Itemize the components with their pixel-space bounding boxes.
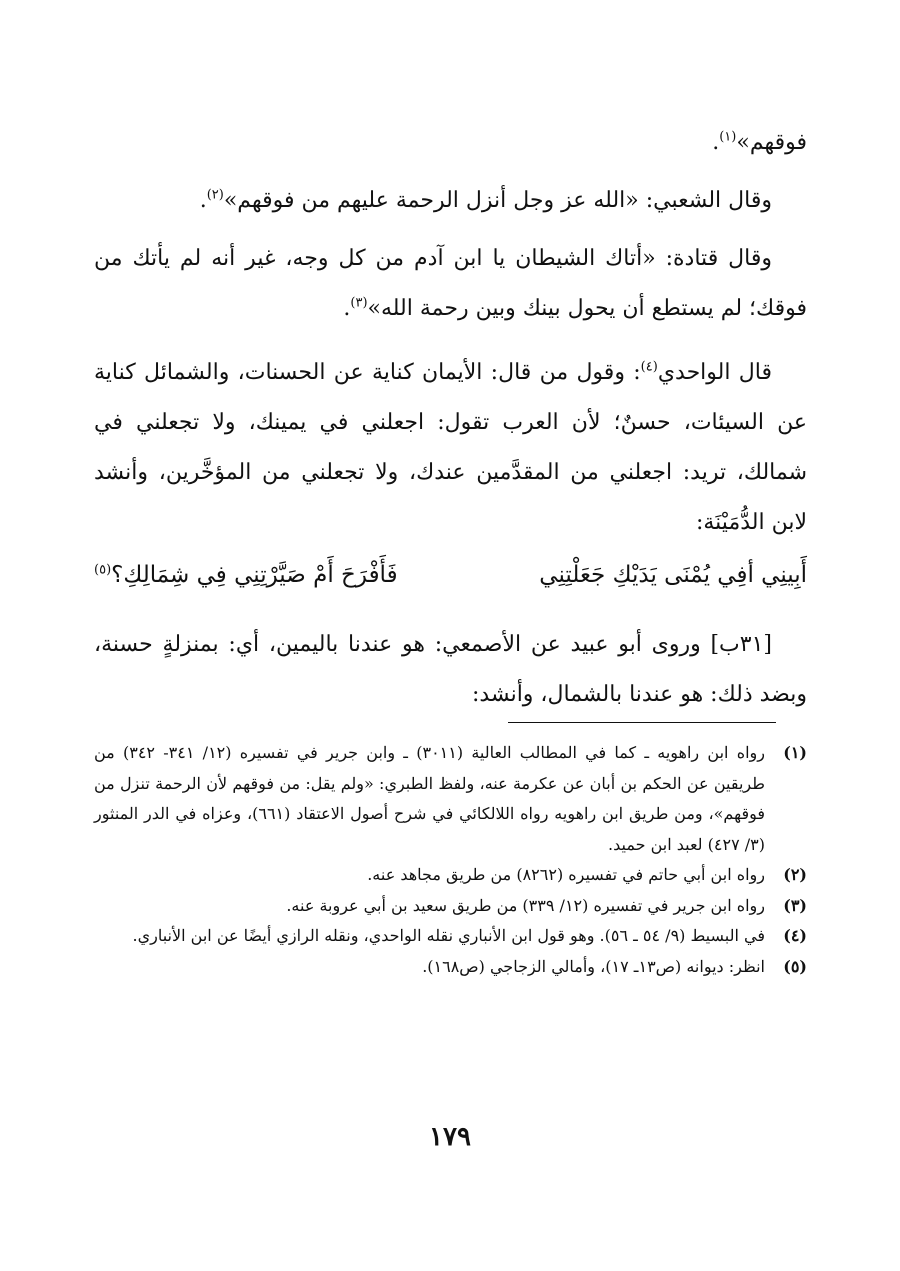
sentence-end: . bbox=[343, 296, 351, 321]
footnote-text: في البسيط (٩/ ٥٤ ـ ٥٦). وهو قول ابن الأنباري نقله الواحدي، ونقله الرازي أيضًا عن ابن الأنباري. bbox=[132, 926, 765, 945]
footnote-text: رواه ابن جرير في تفسيره (١٢/ ٣٣٩) من طريق سعيد بن أبي عروبة عنه. bbox=[286, 895, 765, 915]
sentence-end: . bbox=[712, 130, 720, 155]
footnote-number: (١) bbox=[783, 743, 807, 762]
footnotes bbox=[94, 738, 807, 982]
footnote-ref: (٥) bbox=[94, 562, 112, 578]
footnote-ref: (٣) bbox=[350, 295, 368, 311]
footnote-text: رواه ابن أبي حاتم في تفسيره (٨٢٦٢) من طريق مجاهد عنه. bbox=[367, 865, 765, 884]
paragraph-text: فوقهم» bbox=[736, 130, 807, 155]
footnote-text: رواه ابن راهويه ـ كما في المطالب العالية (٣٠١١) ـ وابن جرير في تفسيره (١٢/ ٣٤١- ٣٤٢) من طريقين عن الحكم بن أبان عن عكرمة عنه، ولفظ الطبري: «ولم يقل: من فوقهم لأن الرحمة تنزل من فوقهم»، ومن طريق ابن راهويه رواه اللالكائي في شرح أصول الاعتقاد (٦٦١)، وعزاه في الدر المنثور (٣/ ٤٢٧) لعبد ابن حميد. bbox=[94, 743, 766, 854]
paragraph-text: وقال الشعبي: «الله عز وجل أنزل الرحمة عليهم من فوقهم» bbox=[223, 188, 772, 213]
paragraph-text: : وقول من قال: الأيمان كناية عن الحسنات، والشمائل كناية عن السيئات، حسنٌ؛ لأن العرب تقول: اجعلني في يمينك، ولا تجعلني في شمالك، تريد: اجعلني من المقدَّمين عندك، ولا تجعلني من المؤخَّرين، وأنشد لابن الدُّمَيْنَة: bbox=[94, 360, 807, 535]
poetry-verse bbox=[94, 554, 807, 612]
footnote-2 bbox=[94, 860, 807, 891]
paragraph-1 bbox=[94, 118, 807, 168]
footnote-3 bbox=[94, 891, 807, 922]
footnote-number: (٣) bbox=[783, 895, 807, 915]
verse-text: أَبِينِي أفِي يُمْنَى يَدَيْكِ جَعَلْتِنِي bbox=[539, 562, 807, 588]
paragraph-2 bbox=[94, 176, 807, 226]
footnote-1 bbox=[94, 738, 807, 860]
paragraph-text: قال الواحدي bbox=[657, 360, 772, 385]
paragraph-4 bbox=[94, 348, 807, 548]
main-text bbox=[94, 118, 807, 720]
footnote-number: (٢) bbox=[783, 865, 807, 884]
footnote-text: انظر: ديوانه (ص١٣ـ ١٧)، وأمالي الزجاجي (ص١٦٨). bbox=[422, 956, 765, 976]
footnote-number: (٤) bbox=[783, 926, 807, 945]
footnote-ref: (٢) bbox=[206, 187, 224, 203]
verse-text: فَأَفْرَحَ أَمْ صَيَّرْتِنِي فِي شِمَالِكِ؟ bbox=[111, 562, 398, 588]
page-number: ١٧٩ bbox=[429, 1122, 471, 1152]
paragraph-text: [٣١ب] وروى أبو عبيد عن الأصمعي: هو عندنا باليمين، أي: بمنزلةٍ حسنة، وبضد ذلك: هو عندنا بالشمال، وأنشد: bbox=[94, 632, 807, 707]
footnote-ref: (٤) bbox=[640, 359, 658, 375]
footnote-separator bbox=[508, 722, 776, 723]
paragraph-text: وقال قتادة: «أتاك الشيطان يا ابن آدم من كل وجه، غير أنه لم يأتك من فوقك؛ لم يستطع أن يحول بينك وبين رحمة الله» bbox=[94, 246, 807, 321]
verse-first-hemistich bbox=[539, 562, 807, 588]
sentence-end: . bbox=[199, 188, 207, 213]
footnote-5 bbox=[94, 952, 807, 983]
footnote-number: (٥) bbox=[783, 956, 807, 976]
footnote-4 bbox=[94, 921, 807, 952]
verse-second-hemistich bbox=[94, 562, 398, 588]
paragraph-3 bbox=[94, 234, 807, 334]
paragraph-5 bbox=[94, 620, 807, 720]
footnote-ref: (١) bbox=[719, 129, 737, 145]
